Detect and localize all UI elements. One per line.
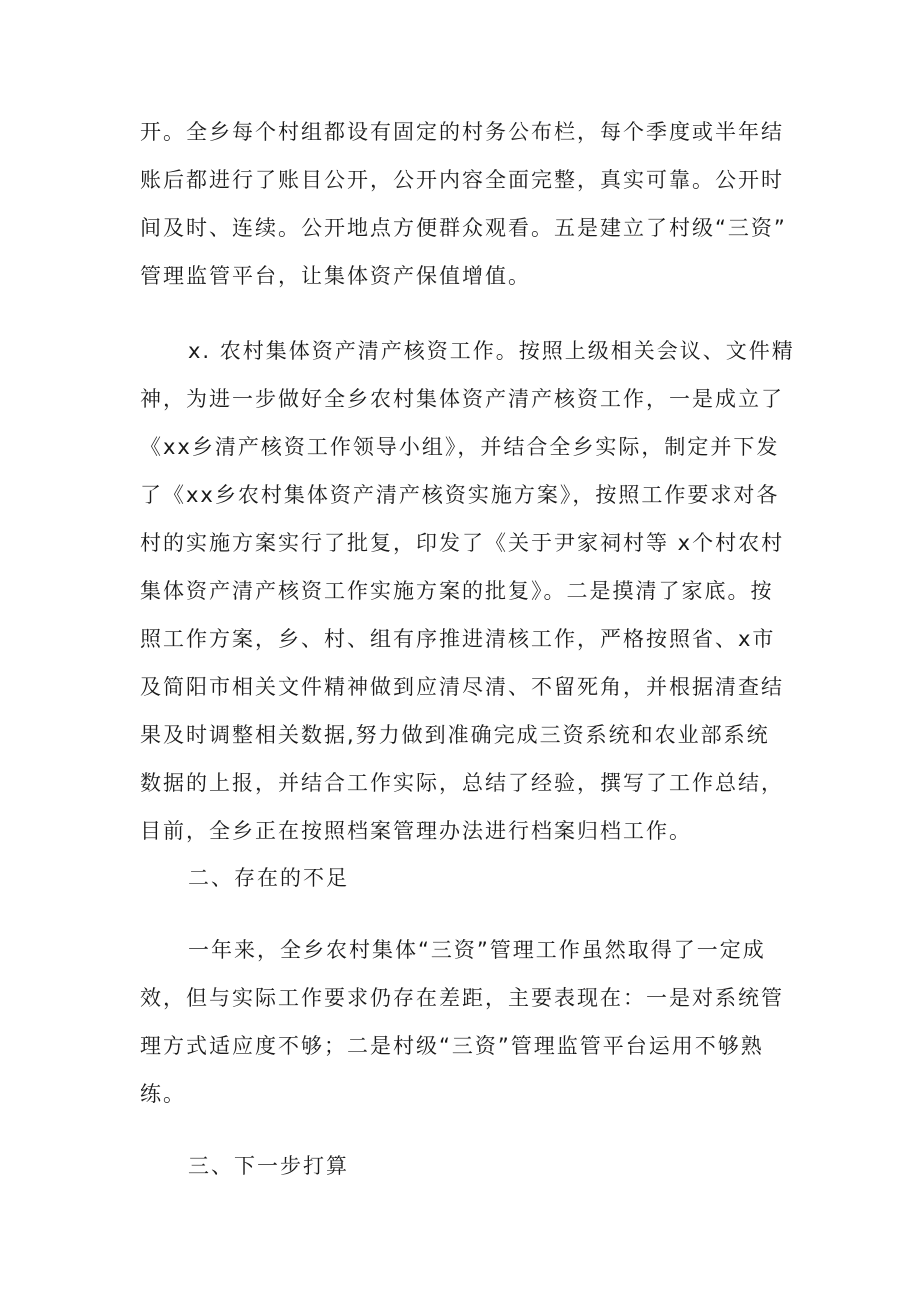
paragraph-line: 效，但与实际工作要求仍存在差距，主要表现在：一是对系统管 bbox=[140, 986, 784, 1010]
paragraph-line: 开。全乡每个村组都设有固定的村务公布栏，每个季度或半年结 bbox=[140, 120, 784, 144]
paragraph-line: 目前，全乡正在按照档案管理办法进行档案归档工作。 bbox=[140, 819, 692, 843]
paragraph-line: 及简阳市相关文件精神做到应清尽清、不留死角，并根据清查结 bbox=[140, 675, 784, 699]
paragraph-line: 村的实施方案实行了批复，印发了《关于尹家祠村等 x个村农村 bbox=[140, 531, 785, 555]
paragraph-line: 了《xx乡农村集体资产清产核资实施方案》，按照工作要求对各 bbox=[140, 483, 780, 507]
section-heading: 二、存在的不足 bbox=[188, 866, 349, 890]
paragraph-line: 理方式适应度不够；二是村级“三资”管理监管平台运用不够熟 bbox=[140, 1034, 764, 1058]
paragraph-line: 《xx乡清产核资工作领导小组》，并结合全乡实际，制定并下发 bbox=[140, 435, 780, 459]
paragraph-line: 神，为进一步做好全乡农村集体资产清产核资工作，一是成立了 bbox=[140, 387, 784, 411]
paragraph-line: 账后都进行了账目公开，公开内容全面完整，真实可靠。公开时 bbox=[140, 168, 784, 192]
paragraph-line: 管理监管平台，让集体资产保值增值。 bbox=[140, 264, 531, 288]
paragraph-line: 果及时调整相关数据,努力做到准确完成三资系统和农业部系统 bbox=[140, 723, 770, 747]
paragraph-line: 集体资产清产核资工作实施方案的批复》。二是摸清了家底。按 bbox=[140, 579, 774, 603]
section-heading: 三、下一步打算 bbox=[188, 1154, 349, 1178]
paragraph-line: 练。 bbox=[140, 1082, 186, 1106]
paragraph-line: 照工作方案，乡、村、组有序推进清核工作，严格按照省、x市 bbox=[140, 627, 776, 651]
paragraph-line: 一年来，全乡农村集体“三资”管理工作虽然取得了一定成 bbox=[188, 938, 766, 962]
paragraph-line: x. 农村集体资产清产核资工作。按照上级相关会议、文件精 bbox=[188, 339, 795, 363]
paragraph-line: 间及时、连续。公开地点方便群众观看。五是建立了村级“三资” bbox=[140, 216, 787, 240]
paragraph-line: 数据的上报，并结合工作实际，总结了经验，撰写了工作总结， bbox=[140, 771, 784, 795]
